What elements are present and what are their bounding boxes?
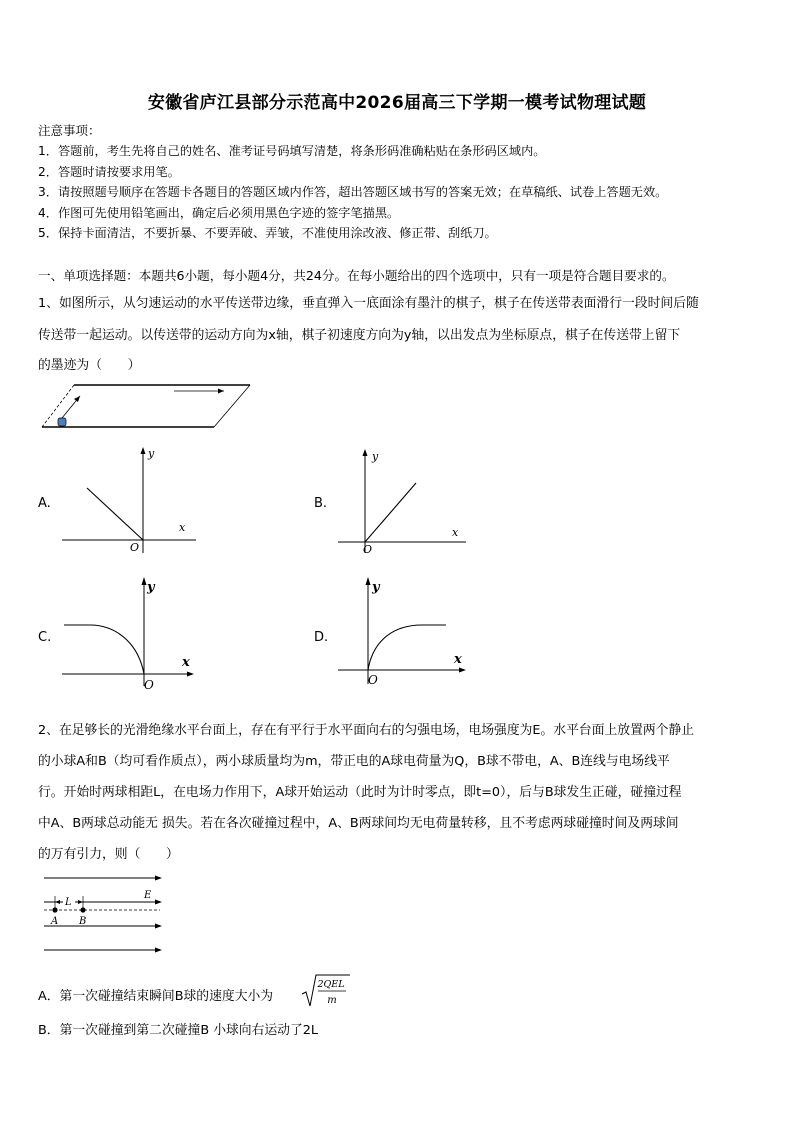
q1-line-1: 1、如图所示，从匀速运动的水平传送带边缘，垂直弹入一底面涂有墨汁的棋子，棋子在传送带表面滑行一段时间后随 — [38, 296, 699, 311]
q2-line-5: 的万有引力，则（ ） — [38, 847, 179, 862]
ball-b-label: B — [79, 916, 87, 927]
notice-heading: 注意事项： — [38, 123, 101, 138]
notice-item-2: 2．答题时请按要求用笔。 — [38, 165, 180, 179]
q1-option-b-label[interactable]: B. — [314, 496, 328, 511]
axis-y-label: y — [147, 580, 155, 595]
ball-a-label: A — [51, 916, 59, 927]
page-title: 安徽省庐江县部分示范高中2026届高三下学期一模考试物理试题 — [147, 93, 647, 113]
q1-option-a-graph — [60, 445, 200, 555]
axis-x-label: x — [454, 652, 462, 667]
notice-item-4: 4．作图可先使用铅笔画出，确定后必须用黑色字迹的签字笔描黑。 — [38, 206, 400, 220]
q1-line-2: 传送带一起运动。以传送带的运动方向为x轴，棋子初速度方向为y轴，以出发点为坐标原点，棋子在传送带上留下 — [38, 328, 681, 343]
origin-label: O — [363, 543, 373, 555]
q1-option-d-graph — [336, 574, 476, 694]
q2-option-a[interactable] — [38, 985, 273, 1004]
axis-y-label: y — [372, 580, 380, 595]
conveyor-figure — [38, 380, 258, 435]
notice-item-1: 1．答题前，考生先将自己的姓名、准考证号码填写清楚，将条形码准确粘贴在条形码区域内。 — [38, 144, 546, 158]
q2-line-4: 中A、B两球总动能无 损失。若在各次碰撞过程中，A、B两球间均无电荷量转移，且不考虑两球碰撞时间及两球间 — [38, 816, 679, 831]
q1-option-c-graph — [60, 574, 200, 694]
axis-x-label: x — [179, 521, 186, 534]
q1-option-d-label[interactable]: D. — [314, 630, 329, 645]
q1-option-a-label[interactable]: A. — [38, 496, 51, 511]
axis-x-label: x — [182, 655, 190, 670]
fraction-numerator: 2QEL — [317, 979, 345, 990]
origin-label: O — [130, 541, 140, 554]
axis-y-label: y — [148, 447, 155, 460]
q2-option-a-text: A．第一次碰撞结束瞬间B球的速度大小为 — [38, 989, 274, 1004]
notice-item-3: 3．请按照题号顺序在答题卡各题目的答题区域内作答，超出答题区域书写的答案无效；在草稿纸、试卷上答题无效。 — [38, 185, 668, 199]
origin-label: O — [144, 678, 154, 692]
notice-item-5: 5．保持卡面清洁，不要折暴、不要弄破、弄皱，不准使用涂改液、修正带、刮纸刀。 — [38, 226, 497, 240]
q2-line-2: 的小球A和B（均可看作质点），两小球质量均为m，带正电的A球电荷量为Q，B球不带电，A、B连线与电场线平 — [38, 754, 670, 769]
fraction-denominator: m — [327, 995, 337, 1006]
q2-line-1: 2、在足够长的光滑绝缘水平台面上，存在有平行于水平面向右的匀强电场，电场强度为E。水平台面上放置两个静止 — [38, 723, 695, 738]
origin-label: O — [368, 673, 378, 687]
distance-label: L — [65, 897, 72, 908]
q2-line-3: 行。开始时两球相距L，在电场力作用下，A球开始运动（此时为计时零点，即t=0），后与B球发生正碰，碰撞过程 — [38, 785, 682, 800]
q2-option-b[interactable]: B．第一次碰撞到第二次碰撞B 小球向右运动了2L — [38, 1023, 319, 1038]
electric-field-figure — [42, 872, 166, 960]
q1-option-b-graph — [336, 445, 476, 555]
q1-line-3: 的墨迹为（ ） — [38, 358, 141, 373]
field-label: E — [144, 890, 152, 901]
axis-y-label: y — [372, 450, 379, 463]
sqrt-expression — [300, 972, 352, 1010]
q1-option-c-label[interactable]: C. — [38, 630, 52, 645]
axis-x-label: x — [452, 526, 459, 539]
section-header: 一、单项选择题：本题共6小题，每小题4分，共24分。在每小题给出的四个选项中，只有一项是符合题目要求的。 — [38, 268, 675, 283]
